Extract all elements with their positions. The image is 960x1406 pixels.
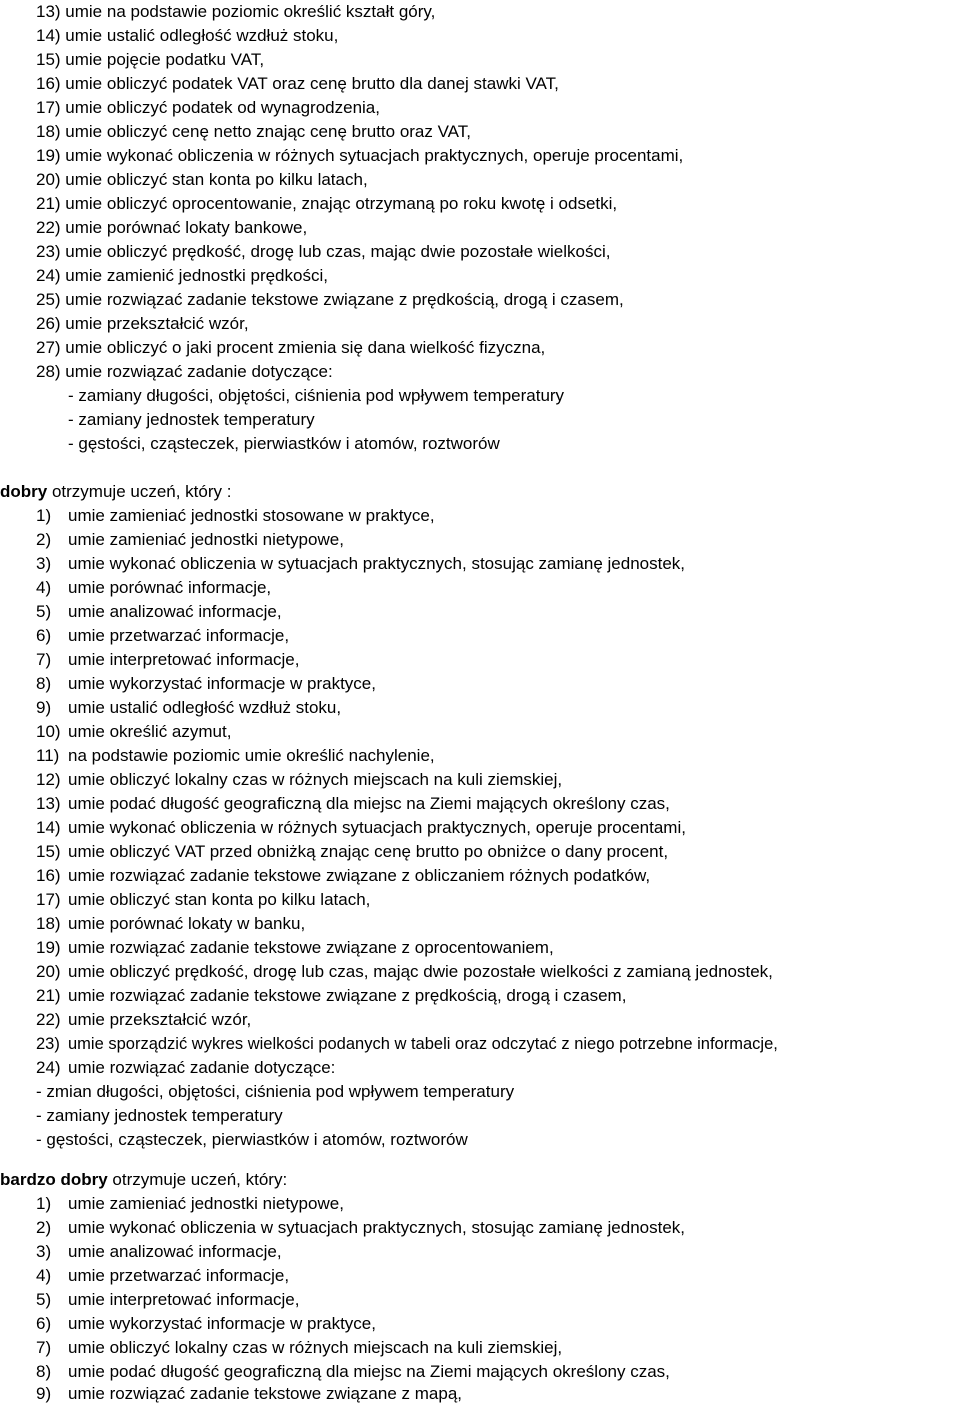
item-text: umie wykonać obliczenia w różnych sytuacjach praktycznych, operuje procentami,: [68, 818, 686, 837]
item-text: umie sporządzić wykres wielkości podanych w tabeli oraz odczytać z niego potrzebne informacje,: [68, 1035, 778, 1053]
item-text: umie rozwiązać zadanie tekstowe związane z mapą,: [68, 1384, 463, 1403]
list-item: 17) umie obliczyć podatek od wynagrodzenia,: [36, 98, 380, 117]
list-item: [36, 1240, 282, 1264]
list-item: [36, 768, 562, 792]
item-number: 9): [36, 698, 52, 717]
list-subitem: - zamiany jednostek temperatury: [68, 410, 315, 429]
list-item: [36, 888, 370, 912]
list-item: 27) umie obliczyć o jaki procent zmienia się dana wielkość fizyczna,: [36, 338, 546, 357]
item-number: 5): [36, 1290, 52, 1309]
grade-heading-text: otrzymuje uczeń, który:: [107, 1170, 288, 1189]
grade-heading-text: otrzymuje uczeń, który :: [47, 482, 232, 501]
list-item: [36, 1360, 670, 1384]
list-item: [36, 1056, 335, 1080]
list-item: 18) umie obliczyć cenę netto znając cenę brutto oraz VAT,: [36, 122, 471, 141]
item-text: umie rozwiązać zadanie tekstowe związane z oprocentowaniem,: [68, 938, 554, 957]
item-text: umie rozwiązać zadanie tekstowe związane z obliczaniem różnych podatków,: [68, 866, 651, 885]
grade-name: bardzo dobry: [0, 1170, 108, 1189]
list-item: 15) umie pojęcie podatku VAT,: [36, 50, 265, 69]
item-text: umie podać długość geograficzną dla miejsc na Ziemi mających określony czas,: [68, 1362, 670, 1381]
list-subitem: - zmian długości, objętości, ciśnienia pod wpływem temperatury: [36, 1082, 515, 1101]
list-item: [36, 624, 289, 648]
grade-heading-dobry: [0, 480, 231, 504]
list-item: [36, 528, 344, 552]
item-number: 6): [36, 626, 52, 645]
list-item: 23) umie obliczyć prędkość, drogę lub czas, mając dwie pozostałe wielkości,: [36, 242, 611, 261]
item-number: 7): [36, 650, 52, 669]
item-text: umie interpretować informacje,: [68, 650, 300, 669]
list-subitem: - zamiany jednostek temperatury: [36, 1106, 283, 1125]
item-text: umie przekształcić wzór,: [68, 1010, 252, 1029]
list-item: [36, 720, 231, 744]
item-number: 17): [36, 890, 61, 909]
list-item: [36, 672, 376, 696]
list-item: [36, 576, 271, 600]
item-number: 11): [36, 746, 60, 765]
item-number: 2): [36, 530, 52, 549]
item-number: 3): [36, 1242, 52, 1261]
list-item: [36, 1288, 299, 1312]
list-item: [36, 1032, 778, 1056]
list-item: [36, 816, 686, 840]
item-number: 12): [36, 770, 61, 789]
grade-heading-bardzo-dobry: [0, 1168, 287, 1192]
item-text: umie ustalić odległość wzdłuż stoku,: [68, 698, 342, 717]
list-subitem: - gęstości, cząsteczek, pierwiastków i atomów, roztworów: [36, 1130, 468, 1149]
item-text: umie porównać informacje,: [68, 578, 272, 597]
list-item: 14) umie ustalić odległość wzdłuż stoku,: [36, 26, 339, 45]
list-item: 16) umie obliczyć podatek VAT oraz cenę brutto dla danej stawki VAT,: [36, 74, 559, 93]
list-item: 25) umie rozwiązać zadanie tekstowe związane z prędkością, drogą i czasem,: [36, 290, 624, 309]
item-number: 9): [36, 1384, 52, 1403]
list-item: 22) umie porównać lokaty bankowe,: [36, 218, 308, 237]
list-item: [36, 1008, 251, 1032]
item-text: umie wykorzystać informacje w praktyce,: [68, 1314, 376, 1333]
list-item: 26) umie przekształcić wzór,: [36, 314, 249, 333]
item-text: umie interpretować informacje,: [68, 1290, 300, 1309]
list-item: [36, 936, 554, 960]
item-text: umie obliczyć VAT przed obniżką znając cenę brutto po obniżce o dany procent,: [68, 842, 669, 861]
list-item: [36, 984, 626, 1008]
item-text: umie obliczyć stan konta po kilku latach,: [68, 890, 371, 909]
list-item: 13) umie na podstawie poziomic określić kształt góry,: [36, 2, 436, 21]
item-text: umie podać długość geograficzną dla miejsc na Ziemi mających określony czas,: [68, 794, 670, 813]
list-item: [36, 1216, 685, 1240]
item-number: 14): [36, 818, 61, 837]
item-number: 6): [36, 1314, 52, 1333]
item-number: 2): [36, 1218, 52, 1237]
list-item: [36, 552, 685, 576]
list-item: [36, 1382, 462, 1406]
list-item: [36, 912, 305, 936]
item-text: na podstawie poziomic umie określić nachylenie,: [68, 746, 435, 765]
item-text: umie wykonać obliczenia w sytuacjach praktycznych, stosując zamianę jednostek,: [68, 1218, 686, 1237]
item-text: umie przetwarzać informacje,: [68, 1266, 290, 1285]
item-text: umie wykonać obliczenia w sytuacjach praktycznych, stosując zamianę jednostek,: [68, 554, 686, 573]
item-text: umie wykorzystać informacje w praktyce,: [68, 674, 376, 693]
item-text: umie rozwiązać zadanie tekstowe związane z prędkością, drogą i czasem,: [68, 986, 627, 1005]
item-text: umie zamieniać jednostki nietypowe,: [68, 530, 344, 549]
list-item: 19) umie wykonać obliczenia w różnych sytuacjach praktycznych, operuje procentami,: [36, 146, 684, 165]
item-number: 15): [36, 842, 61, 861]
grade-name: dobry: [0, 482, 48, 501]
item-number: 22): [36, 1010, 61, 1029]
list-item: 28) umie rozwiązać zadanie dotyczące:: [36, 362, 333, 381]
item-number: 1): [36, 1194, 52, 1213]
list-item: [36, 840, 668, 864]
item-number: 8): [36, 1362, 52, 1381]
item-text: umie określić azymut,: [68, 722, 232, 741]
list-item: [36, 1264, 289, 1288]
list-item: 20) umie obliczyć stan konta po kilku latach,: [36, 170, 368, 189]
item-number: 8): [36, 674, 52, 693]
item-text: umie analizować informacje,: [68, 602, 282, 621]
list-item: 24) umie zamienić jednostki prędkości,: [36, 266, 328, 285]
item-number: 23): [36, 1035, 60, 1053]
list-item: [36, 960, 773, 984]
list-subitem: - zamiany długości, objętości, ciśnienia pod wpływem temperatury: [68, 386, 565, 405]
item-text: umie przetwarzać informacje,: [68, 626, 290, 645]
item-number: 4): [36, 578, 52, 597]
item-number: 5): [36, 602, 52, 621]
list-item: [36, 1312, 376, 1336]
item-number: 20): [36, 962, 61, 981]
item-text: umie analizować informacje,: [68, 1242, 282, 1261]
item-text: umie rozwiązać zadanie dotyczące:: [68, 1058, 336, 1077]
list-item: [36, 504, 435, 528]
item-number: 24): [36, 1058, 61, 1077]
item-text: umie zamieniać jednostki stosowane w praktyce,: [68, 506, 435, 525]
item-number: 18): [36, 914, 61, 933]
item-text: umie zamieniać jednostki nietypowe,: [68, 1194, 344, 1213]
list-item: 21) umie obliczyć oprocentowanie, znając otrzymaną po roku kwotę i odsetki,: [36, 194, 618, 213]
item-number: 10): [36, 722, 61, 741]
list-item: [36, 744, 435, 768]
item-number: 21): [36, 986, 61, 1005]
item-number: 13): [36, 794, 61, 813]
item-number: 1): [36, 506, 52, 525]
item-text: umie obliczyć prędkość, drogę lub czas, mając dwie pozostałe wielkości z zamianą jednostek,: [68, 962, 773, 981]
list-item: [36, 648, 299, 672]
item-text: umie obliczyć lokalny czas w różnych miejscach na kuli ziemskiej,: [68, 770, 563, 789]
list-item: [36, 792, 670, 816]
item-number: 16): [36, 866, 61, 885]
list-item: [36, 1192, 344, 1216]
list-item: [36, 696, 341, 720]
item-text: umie obliczyć lokalny czas w różnych miejscach na kuli ziemskiej,: [68, 1338, 563, 1357]
list-item: [36, 600, 282, 624]
item-number: 3): [36, 554, 52, 573]
item-text: umie porównać lokaty w banku,: [68, 914, 306, 933]
item-number: 7): [36, 1338, 52, 1357]
item-number: 4): [36, 1266, 52, 1285]
item-number: 19): [36, 938, 61, 957]
list-subitem: - gęstości, cząsteczek, pierwiastków i atomów, roztworów: [68, 434, 500, 453]
list-item: [36, 864, 650, 888]
list-item: [36, 1336, 562, 1360]
